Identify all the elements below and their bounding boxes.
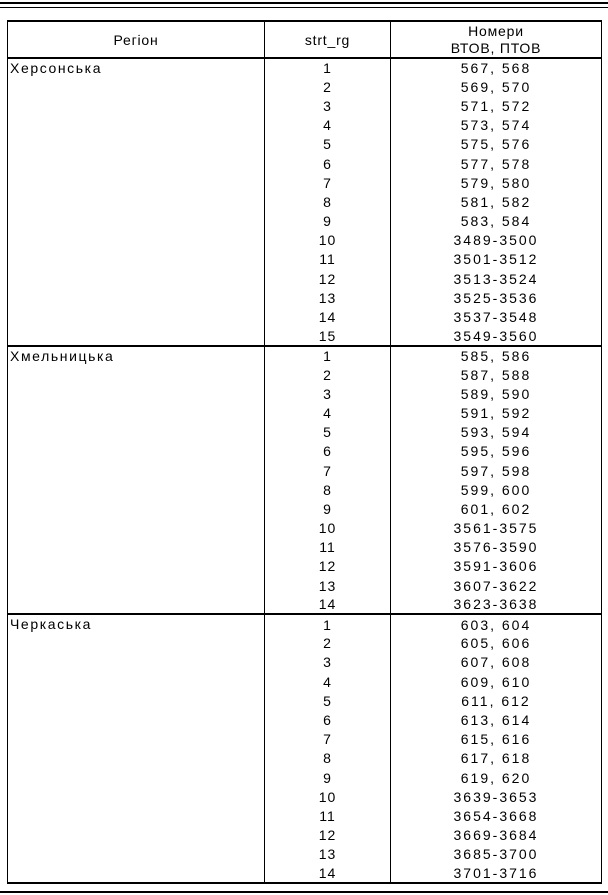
bottom-rule [0, 891, 608, 893]
region-name-cell: Черкаська [8, 614, 265, 883]
numbers-value: 589, 590 [460, 385, 532, 402]
region-name-cell: Хмельницька [8, 346, 265, 615]
numbers-value: 3537-3548 [453, 309, 539, 326]
strt-rg-value: 5 [265, 691, 391, 710]
strt-rg-value: 9 [265, 768, 391, 787]
table-body [8, 58, 602, 883]
numbers-value: 583, 584 [460, 213, 532, 230]
strt-rg-value: 3 [265, 96, 391, 115]
strt-rg-value: 14 [265, 864, 391, 883]
numbers-value: 615, 616 [460, 731, 532, 748]
numbers-value: 575, 576 [460, 136, 532, 153]
strt-rg-value: 12 [265, 557, 391, 576]
numbers-value: 577, 578 [460, 155, 532, 172]
strt-rg-value: 13 [265, 288, 391, 307]
strt-rg-value: 11 [265, 538, 391, 557]
numbers-value: 3701-3716 [453, 864, 539, 881]
strt-rg-value: 2 [265, 365, 391, 384]
strt-rg-value: 9 [265, 499, 391, 518]
numbers-value: 3576-3590 [453, 539, 539, 556]
header-strt-rg: strt_rg [265, 21, 391, 58]
numbers-value: 579, 580 [460, 174, 532, 191]
strt-rg-value: 7 [265, 730, 391, 749]
numbers-value: 573, 574 [460, 117, 532, 134]
numbers-value: 3501-3512 [453, 251, 539, 268]
numbers-value: 599, 600 [460, 481, 532, 498]
strt-rg-value: 8 [265, 749, 391, 768]
numbers-value: 3654-3668 [453, 807, 539, 824]
strt-rg-value: 11 [265, 806, 391, 825]
numbers-value: 569, 570 [460, 78, 532, 95]
strt-rg-value: 6 [265, 154, 391, 173]
strt-rg-value: 4 [265, 116, 391, 135]
strt-rg-value: 1 [265, 58, 391, 77]
numbers-value: 587, 588 [460, 366, 532, 383]
numbers-value: 3561-3575 [453, 520, 539, 537]
numbers-value: 3639-3653 [453, 788, 539, 805]
numbers-value: 601, 602 [460, 500, 532, 517]
strt-rg-value: 4 [265, 672, 391, 691]
strt-rg-value: 14 [265, 307, 391, 326]
numbers-value: 585, 586 [391, 346, 602, 365]
header-numbers-line1: Номери [468, 22, 524, 39]
numbers-value: 597, 598 [460, 462, 532, 479]
numbers-value: 3623-3638 [453, 596, 539, 613]
strt-rg-value: 5 [265, 135, 391, 154]
numbers-value: 595, 596 [460, 443, 532, 460]
strt-rg-value: 7 [265, 173, 391, 192]
strt-rg-value: 10 [265, 787, 391, 806]
table-row [8, 346, 602, 365]
region-name-cell: Херсонська [8, 58, 265, 346]
strt-rg-value: 10 [265, 519, 391, 538]
numbers-value: 607, 608 [460, 654, 532, 671]
header-row [8, 21, 602, 58]
numbers-value: 593, 594 [460, 424, 532, 441]
region-numbers-table [7, 20, 602, 884]
strt-rg-value: 15 [265, 327, 391, 346]
strt-rg-value: 12 [265, 269, 391, 288]
strt-rg-value: 2 [265, 77, 391, 96]
strt-rg-value: 11 [265, 250, 391, 269]
numbers-value: 3607-3622 [453, 577, 539, 594]
numbers-value: 581, 582 [460, 193, 532, 210]
numbers-value: 3489-3500 [453, 232, 539, 249]
numbers-value: 603, 604 [391, 614, 602, 633]
strt-rg-value: 8 [265, 480, 391, 499]
table-row [8, 58, 602, 77]
numbers-value: 609, 610 [460, 673, 532, 690]
header-region: Регіон [8, 21, 265, 58]
numbers-value: 3549-3560 [453, 327, 539, 344]
strt-rg-value: 9 [265, 212, 391, 231]
strt-rg-value: 10 [265, 231, 391, 250]
numbers-value: 3591-3606 [453, 558, 539, 575]
strt-rg-value: 6 [265, 710, 391, 729]
strt-rg-value: 2 [265, 634, 391, 653]
numbers-value: 613, 614 [460, 711, 532, 728]
table-row [8, 614, 602, 633]
numbers-value: 3669-3684 [453, 827, 539, 844]
strt-rg-value: 5 [265, 423, 391, 442]
strt-rg-value: 13 [265, 576, 391, 595]
strt-rg-value: 14 [265, 595, 391, 614]
strt-rg-value: 12 [265, 826, 391, 845]
strt-rg-value: 1 [265, 346, 391, 365]
numbers-value: 617, 618 [460, 750, 532, 767]
header-numbers [391, 21, 602, 58]
strt-rg-value: 3 [265, 653, 391, 672]
top-double-rule [0, 2, 608, 8]
strt-rg-value: 13 [265, 845, 391, 864]
numbers-value: 619, 620 [460, 769, 532, 786]
strt-rg-value: 1 [265, 614, 391, 633]
numbers-value: 591, 592 [460, 404, 532, 421]
strt-rg-value: 3 [265, 384, 391, 403]
numbers-value: 611, 612 [461, 692, 531, 709]
numbers-value: 567, 568 [391, 58, 602, 77]
strt-rg-value: 8 [265, 192, 391, 211]
numbers-value: 3685-3700 [453, 846, 539, 863]
numbers-value: 3513-3524 [453, 270, 539, 287]
numbers-value: 571, 572 [460, 97, 532, 114]
strt-rg-value: 6 [265, 442, 391, 461]
strt-rg-value: 4 [265, 403, 391, 422]
numbers-value: 3525-3536 [453, 289, 539, 306]
numbers-value: 605, 606 [460, 635, 532, 652]
strt-rg-value: 7 [265, 461, 391, 480]
header-numbers-line2: ВТОВ, ПТОВ [450, 39, 542, 56]
